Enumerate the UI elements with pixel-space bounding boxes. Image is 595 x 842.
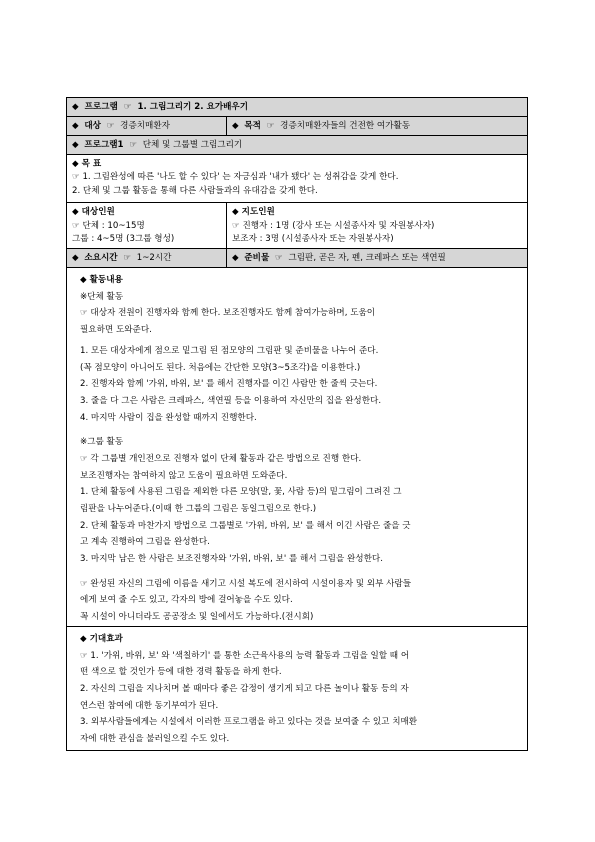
purpose-label: 목적 bbox=[244, 121, 261, 131]
activity-team-title: ※그룹 활동 bbox=[80, 437, 124, 448]
diamond-icon: ◆ bbox=[72, 121, 79, 131]
activity-team-intro-1: ☞ 각 그룹별 개인전으로 진행자 없이 단체 활동과 같은 방법으로 진행 한다. bbox=[80, 453, 362, 464]
activity-group-title: ※단체 활동 bbox=[80, 291, 124, 302]
diamond-icon: ◆ bbox=[232, 253, 239, 264]
participants-line2: 그룹 : 4~5명 (3그룹 형성) bbox=[72, 234, 175, 245]
activity-team-step-1b: 림판을 나누어준다.(이때 한 그룹의 그림은 동일그림으로 한다.) bbox=[80, 504, 317, 514]
leaders-line1: 진행자 : 1명 (강사 또는 시설종사자 및 자원봉사자) bbox=[242, 220, 435, 231]
materials-label: 준비물 bbox=[244, 253, 270, 264]
participants-line1: 단체 : 10~15명 bbox=[82, 220, 145, 231]
target-cell bbox=[67, 117, 227, 136]
diamond-icon: ◆ bbox=[72, 102, 79, 112]
diamond-icon: ◆ bbox=[72, 159, 79, 169]
activity-group-intro-1: ☞ 대상자 전원이 진행자와 함께 한다. 보조진행자도 함께 참여가능하며, 도움이 bbox=[80, 308, 376, 319]
diamond-icon: ◆ bbox=[80, 275, 87, 286]
leaders-cell bbox=[227, 203, 528, 249]
program1-value: 단체 및 그룹별 그림그리기 bbox=[142, 140, 243, 150]
time-cell bbox=[67, 249, 227, 268]
program1-row bbox=[67, 136, 528, 155]
diamond-icon: ◆ bbox=[72, 207, 79, 217]
time-label: 소요시간 bbox=[84, 253, 118, 264]
participants-label: 대상인원 bbox=[81, 207, 115, 217]
hand-pointer-icon: ☞ bbox=[232, 220, 240, 231]
activity-closing-3: 꼭 시설이 아니더라도 공공장소 및 일에서도 가능하다.(전시회) bbox=[80, 612, 314, 623]
materials-cell bbox=[227, 249, 528, 268]
target-label: 대상 bbox=[84, 121, 101, 131]
goal-item-2: 2. 단체 및 그룹 활동을 통해 다른 사람들과의 유대감을 갖게 한다. bbox=[72, 186, 318, 197]
diamond-icon: ◆ bbox=[232, 207, 239, 217]
effects-item-3b: 자에 대한 관심을 불러일으킬 수도 있다. bbox=[80, 733, 230, 744]
activity-label: 활동내용 bbox=[89, 275, 123, 286]
goals-label: 목 표 bbox=[81, 159, 102, 169]
hand-pointer-icon: ☞ bbox=[266, 121, 275, 131]
hand-pointer-icon: ☞ bbox=[123, 102, 132, 112]
diamond-icon: ◆ bbox=[72, 253, 79, 264]
diamond-icon: ◆ bbox=[232, 121, 239, 131]
activity-group-step-4: 4. 마지막 사람이 집을 완성할 때까지 진행한다. bbox=[80, 412, 257, 423]
hand-pointer-icon: ☞ bbox=[72, 220, 80, 231]
hand-pointer-icon: ☞ bbox=[106, 121, 115, 131]
hand-pointer-icon: ☞ bbox=[274, 253, 283, 264]
activity-team-step-2b: 고 계속 진행하여 그림을 완성한다. bbox=[80, 537, 210, 548]
target-value: 경증치매환자 bbox=[120, 121, 170, 131]
activity-team-step-3: 3. 마지막 남은 한 사람은 보조진행자와 '가위, 바위, 보' 를 해서 그림을 완성한다. bbox=[80, 554, 383, 565]
activity-group-step-1: 1. 모든 대상자에게 점으로 밑그림 된 점모양의 그림판 및 준비물을 나누어 준다. bbox=[80, 345, 379, 356]
program-row bbox=[67, 98, 528, 117]
program-plan-table bbox=[66, 97, 528, 751]
purpose-value: 경증치매환자들의 건전한 여가활동 bbox=[280, 121, 411, 131]
leaders-label: 지도인원 bbox=[241, 207, 275, 217]
effects-item-1: ☞ 1. '가위, 바위, 보' 와 '색칠하기' 를 통한 소근육사용의 능력 활동과 그림을 일할 때 어 bbox=[80, 650, 410, 661]
effects-item-3: 3. 외부사람들에게는 시설에서 이러한 프로그램을 하고 있다는 것을 보여줄 수 있고 치매환 bbox=[80, 717, 418, 728]
goals-row bbox=[67, 155, 528, 203]
activity-group-step-2: 2. 진행자와 함께 '가위, 바위, 보' 를 해서 진행자를 이긴 사람만 한 줄씩 긋는다. bbox=[80, 379, 378, 390]
hand-pointer-icon: ☞ bbox=[129, 140, 137, 150]
leaders-line2: 보조자 : 3명 (시설종사자 또는 자원봉사자) bbox=[232, 234, 394, 245]
program-label: 프로그램 bbox=[84, 102, 118, 112]
effects-item-2: 2. 자신의 그림을 지나치며 볼 때마다 좋은 감정이 생기게 되고 다른 놀이나 활동 등의 자 bbox=[80, 683, 409, 694]
effects-row bbox=[67, 626, 528, 750]
activity-group-step-3: 3. 줄을 다 그은 사람은 크레파스, 색연필 등을 이용하여 자신만의 집을 완성한다. bbox=[80, 395, 382, 406]
diamond-icon: ◆ bbox=[80, 633, 87, 644]
time-value: 1~2시간 bbox=[136, 253, 172, 264]
program1-label: 프로그램1 bbox=[84, 140, 124, 150]
goal-item-1: 1. 그림완성에 따른 '나도 할 수 있다' 는 자긍심과 '내가 됐다' 는 성취감을 갖게 한다. bbox=[82, 171, 399, 182]
program-value: 1. 그림그리기 2. 요가배우기 bbox=[137, 102, 249, 112]
activity-group-intro-2: 필요하면 도와준다. bbox=[80, 325, 152, 336]
diamond-icon: ◆ bbox=[72, 140, 79, 150]
activity-team-step-2: 2. 단체 활동과 마찬가지 방법으로 그룹별로 '가위, 바위, 보' 를 해서 이긴 사람은 줄을 긋 bbox=[80, 520, 411, 531]
activity-closing-2: 에게 보여 줄 수도 있고, 각자의 방에 걸어놓을 수도 있다. bbox=[80, 595, 293, 606]
goal-item: ☞ bbox=[72, 171, 80, 182]
hand-pointer-icon: ☞ bbox=[123, 253, 132, 264]
activity-closing-1: ☞ 완성된 자신의 그림에 이름을 새기고 시설 복도에 전시하여 시설이용자 및 외부 사람들 bbox=[80, 578, 412, 589]
materials-value: 그림판, 곧은 자, 펜, 크레파스 또는 색연필 bbox=[288, 253, 446, 264]
effects-item-2b: 연스런 참여에 대한 동기부여가 된다. bbox=[80, 700, 219, 711]
activity-row bbox=[67, 268, 528, 627]
effects-item-1b: 떤 색으로 할 것인가 등에 대한 경력 활동을 하게 한다. bbox=[80, 667, 282, 678]
participants-cell bbox=[67, 203, 227, 249]
activity-team-intro-2: 보조진행자는 참여하지 않고 도움이 필요하면 도와준다. bbox=[80, 470, 288, 481]
activity-group-step-1b: (꼭 점모양이 아니어도 된다. 처음에는 간단한 모양(3~5조각)을 이용한다.) bbox=[80, 362, 361, 373]
purpose-cell bbox=[227, 117, 528, 136]
effects-label: 기대효과 bbox=[89, 633, 123, 644]
activity-team-step-1: 1. 단체 활동에 사용된 그림을 제외한 다른 모양(말, 꽃, 사람 등)의 밑그림이 그려진 그 bbox=[80, 487, 402, 498]
